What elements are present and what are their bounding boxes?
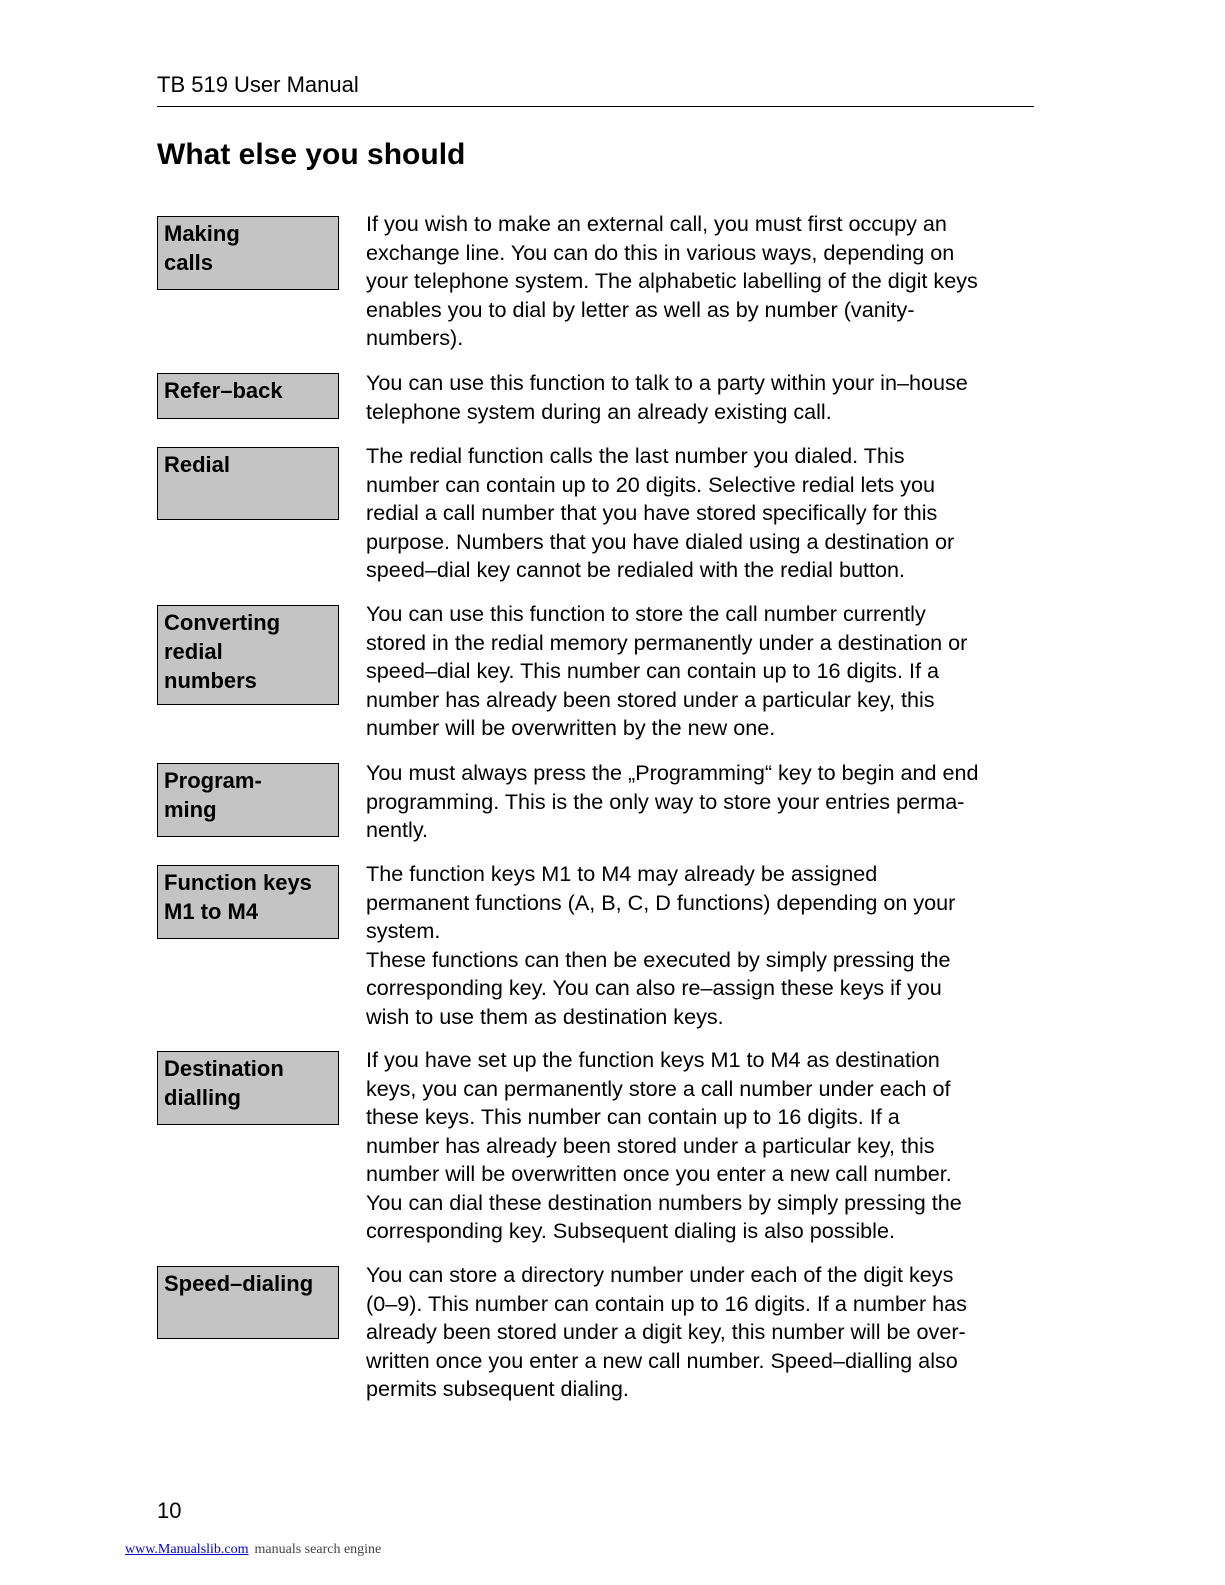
section-label-function-keys: Function keys M1 to M4 [157,865,339,939]
section-text-converting-redial-numbers: You can use this function to store the call number currently stored in the redial memory permanently under a destination or speed–dial key. This number can contain up to 16 digits. If a number has already been stored under a particular key, this number will be overwritten by the new one. [366,601,968,740]
section-text-refer-back: You can use this function to talk to a party within your in–house telephone system during an already existing call. [366,370,968,424]
section-label-making-calls: Making calls [157,216,339,290]
running-header [157,70,1034,107]
manualslib-link[interactable]: www.Manualslib.com [125,1542,249,1557]
section-text-function-keys: The function keys M1 to M4 may already be assigned permanent functions (A, B, C, D functions) depending on your system. These functions can then be executed by simply pressing the corresponding key. You can also re–assign these keys if you wish to use them as destination keys. [366,861,956,1029]
section-label-refer-back: Refer–back [157,373,339,419]
section-text-redial: The redial function calls the last number you dialed. This number can contain up to 20 digits. Selective redial lets you redial a call number that you have stored specifically for this purpose. Numbers that you have dialed using a destination or speed–dial key cannot be redialed with the redial button. [366,443,955,582]
section-text-destination-dialling: If you have set up the function keys M1 to M4 as destination keys, you can permanently store a call number under each of these keys. This number can contain up to 16 digits. If a number has already been stored under a particular key, this number will be overwritten once you enter a new call number. You can dial these destination numbers by simply pressing the corresponding key. Subsequent dialing is also possible. [366,1047,962,1243]
footer [125,1541,381,1559]
section-text-making-calls: If you wish to make an external call, you must first occupy an exchange line. You can do this in various ways, depending on your telephone system. The alphabetic labelling of the digit keys enables you to dial by letter as well as by number (vanity- numbers). [366,211,978,350]
section-label-converting-redial-numbers: Converting redial numbers [157,605,339,705]
section-text-speed-dialing: You can store a directory number under each of the digit keys (0–9). This number can contain up to 16 digits. If a number has already been stored under a digit key, this number will be over- written once you enter a new call number. Speed–dialling also permits subsequent dialing. [366,1262,967,1401]
page-title: What else you should [157,138,466,171]
section-label-redial: Redial [157,447,339,520]
section-label-speed-dialing: Speed–dialing [157,1266,339,1339]
running-header-title: TB 519 User Manual [157,72,359,97]
section-label-programming: Program- ming [157,763,339,837]
footer-tagline: manuals search engine [254,1542,382,1557]
section-text-programming: You must always press the „Programming“ key to begin and end programming. This is the only way to store your entries perma- nently. [366,760,979,842]
page-number: 10 [157,1498,182,1523]
section-label-destination-dialling: Destination dialling [157,1051,339,1125]
